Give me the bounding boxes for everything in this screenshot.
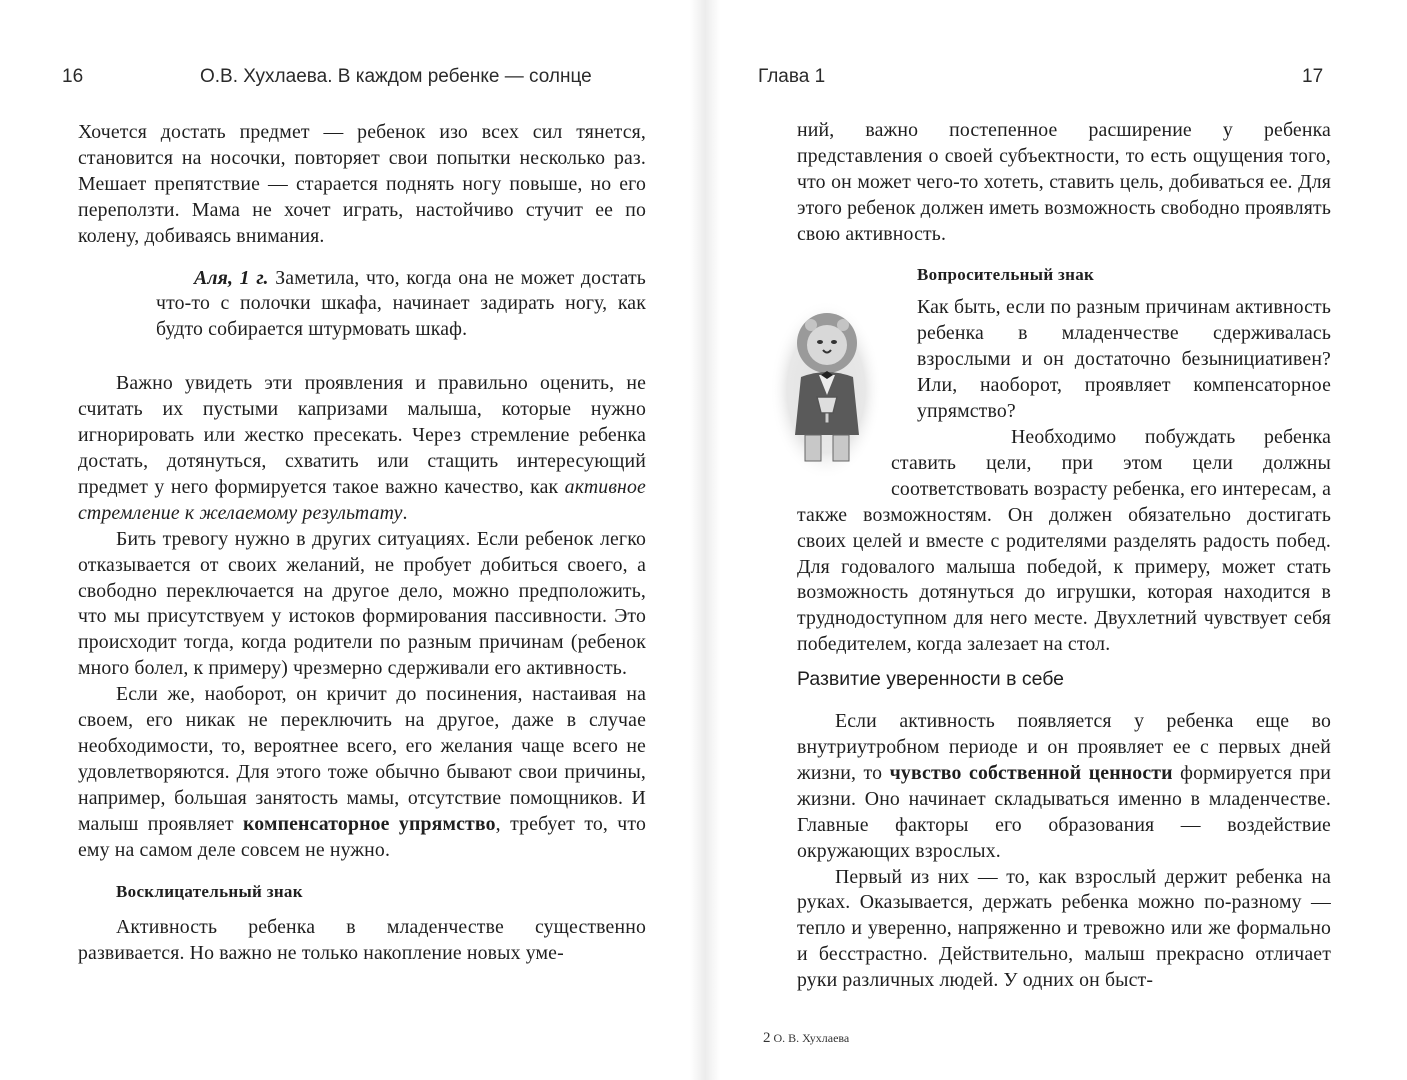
- right-page: [700, 0, 1407, 1080]
- paragraph-text: Если активность появляется у ребенка еще во внутриутробном периоде и он проявляет ее с первых дней жизни, то: [797, 710, 1331, 784]
- footnote-text: О. В. Хухлаева: [770, 1031, 850, 1045]
- left-body-text: [78, 120, 646, 967]
- italic-emphasis: активное стремление к желаемому результату: [78, 475, 646, 524]
- example-name: Аля, 1 г.: [194, 266, 269, 289]
- right-body-text: [797, 118, 1331, 994]
- paragraph: [78, 682, 646, 863]
- paragraph-end: формируется при жизни. Оно начинает складываться именно в младенчестве. Главные факторы его образования — воздействие окружающих взрослых.: [797, 761, 1332, 862]
- running-title-left: О.В. Хухлаева. В каждом ребенке — солнце: [200, 66, 592, 87]
- bold-term: чувство собственной ценности: [889, 761, 1173, 784]
- subheading-question: Вопросительный знак: [917, 264, 1095, 284]
- subheading-exclamation: Восклицательный знак: [116, 882, 303, 902]
- section-title: Развитие уверенности в себе: [797, 668, 1065, 691]
- left-page: [0, 0, 700, 1080]
- footnote-number: 2: [763, 1030, 771, 1046]
- question-paragraph: Как быть, если по разным причинам активность ребенка в младенчестве сдерживалась взрослыми и он достаточно безынициативен? Или, наоборот, проявляет компенсаторное упрямство?: [917, 296, 1331, 423]
- paragraph: Первый из них — то, как взрослый держит ребенка на руках. Оказывается, держать ребенка можно по-разному — тепло и уверенно, напряженно и тревожно или же формально и бесстрастно. Действительно, малыш прекрасно отличает руки различных людей. У одних он быст-: [797, 865, 1331, 992]
- paragraph-end: , требует то, что ему на самом деле совсем не нужно.: [78, 812, 646, 861]
- example-paragraph: [156, 266, 646, 344]
- paragraph: ний, важно постепенное расширение у ребенка представления о своей субъектности, то есть ощущения того, что он может чего-то хотеть, ставить цель, добиваться ее. Для этого ребенок должен иметь возможность свободно проявлять свою активность.: [797, 119, 1331, 245]
- bold-term: компенсаторное упрямство: [243, 812, 496, 835]
- paragraph: [797, 709, 1331, 864]
- paragraph: Активность ребенка в младенчестве существенно развивается. Но важно не только накопление новых уме-: [78, 916, 646, 965]
- page-number-left: 16: [62, 66, 84, 87]
- paragraph-text: Если же, наоборот, он кричит до посинения, настаивая на своем, его никак не переключить на другое, даже в случае необходимости, то, вероятнее всего, его желания чаще всего не удовлетворяются. Для этого тоже обычно бывают свои причины, например, большая занятость мамы, отсутствие помощников. И малыш проявляет: [78, 683, 646, 835]
- paragraph: [78, 371, 646, 526]
- wrapped-text: [917, 295, 1331, 425]
- example-text: Заметила, что, когда она не может достать что-то с полочки шкафа, начинает задирать ногу, как будто собирается штурмовать шкаф.: [156, 266, 646, 341]
- paragraph: Хочется достать предмет — ребенок изо всех сил тянется, становится на носочки, повторяет свои попытки несколько раз. Мешает препятствие — старается поднять ногу повыше, но его переползти. Мама не хочет играть, настойчиво стучит ее по колену, добиваясь внимания.: [78, 121, 646, 247]
- running-title-right: Глава 1: [758, 66, 826, 87]
- paragraph-text: Важно увидеть эти проявления и правильно оценить, не считать их пустыми капризами малыша, которые нужно игнорировать или жестко пресекать. Через стремление ребенка достать, дотянуться, схватить или стащить интересующий предмет у него формируется такое важно качество, как: [78, 372, 646, 498]
- paragraph: Необходимо побуждать ребенка ставить цели, при этом цели должны соответствовать возрасту ребенка, его интересам, а также возможностям. Он должен обязательно достигать своих целей и вместе с родителями разделять радость побед. Для годовалого малыша победой, к примеру, может стать возможность дотянуться до игрушки, которая находится в труднодоступном для него месте. Двухлетний чувствует себя победителем, когда залезает на стол.: [797, 425, 1331, 656]
- lion-holding-cup-icon: [767, 295, 885, 485]
- page-number-right: 17: [1302, 66, 1324, 87]
- signature-footnote: [763, 1030, 849, 1047]
- paragraph: Бить тревогу нужно в других ситуациях. Если ребенок легко отказывается от своих желаний, не пробует добиться своего, а свободно переключается на другое дело, можно предположить, что мы присутствуем у истоков формирования пассивности. Это происходит тогда, когда родители по разным причинам (ребенок много болел, к примеру) чрезмерно сдерживали его активность.: [78, 527, 646, 680]
- paragraph-end: .: [402, 501, 408, 524]
